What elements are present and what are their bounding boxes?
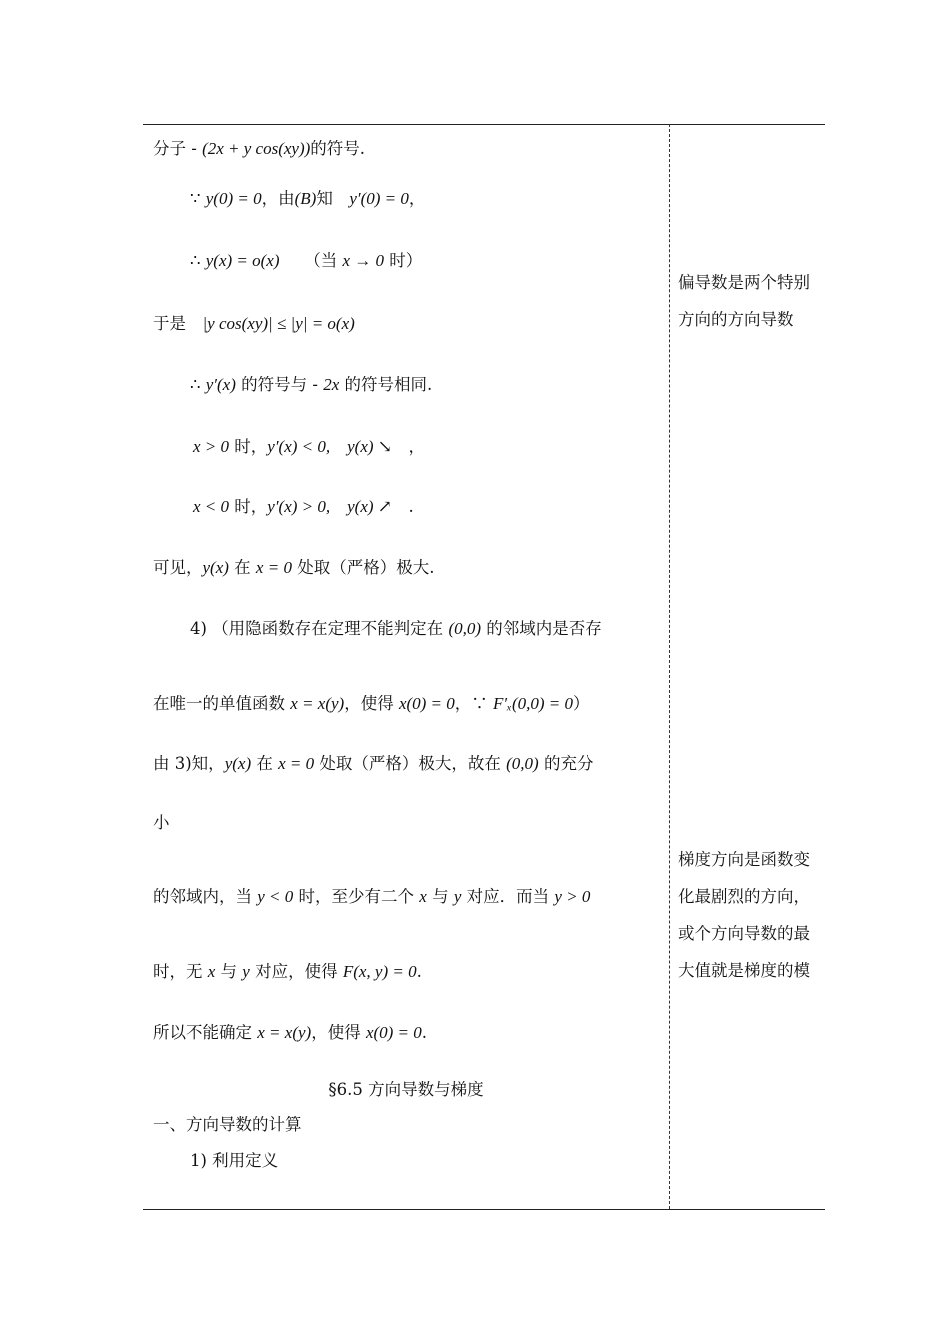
line-x-positive: x > 0 时，y′(x) < 0, y(x) ↘ ， [193, 437, 426, 456]
line-numerator-sign: 分子 - (2x + y cos(xy))的符号. [153, 139, 366, 158]
line-because-y0: ∵ y(0) = 0，由(B)知 y′(0) = 0， [190, 189, 426, 208]
line-strict-max: 可见，y(x) 在 x = 0 处取（严格）极大. [153, 558, 435, 577]
line-unique-function: 在唯一的单值函数 x = x(y)，使得 x(0) = 0，∵ F′ₓ(0,0) = 0） [153, 694, 590, 713]
side-note-partial-derivative: 偏导数是两个特别方向的方向导数 [678, 273, 810, 329]
section-title: §6.5 方向导数与梯度 [328, 1080, 484, 1099]
line-hence-estimate: 于是 |y cos(xy)| ≤ |y| = o(x) [153, 314, 355, 333]
heading-directional-derivative: 一、方向导数的计算 [153, 1115, 302, 1134]
item-by-definition: 1) 利用定义 [190, 1151, 279, 1170]
line-therefore-ox: ∴ y(x) = o(x) （当 x → 0 时） [190, 251, 423, 270]
line-neighborhood: 的邻域内，当 y < 0 时，至少有二个 x 与 y 对应．而当 y > 0 [153, 887, 591, 906]
line-small: 小 [153, 813, 170, 832]
table-bottom-border [143, 1209, 825, 1210]
line-x-negative: x < 0 时，y′(x) > 0, y(x) ↗ . [193, 497, 414, 516]
table-top-border [143, 124, 825, 125]
column-divider [669, 124, 670, 1209]
line-from-3: 由 3)知，y(x) 在 x = 0 处取（严格）极大，故在 (0,0) 的充分 [153, 754, 594, 773]
line-item-4: 4) （用隐函数存在定理不能判定在 (0,0) 的邻域内是否存 [190, 619, 602, 638]
side-note-gradient: 梯度方向是函数变化最剧烈的方向，或个方向导数的最大值就是梯度的模 [678, 850, 810, 980]
line-no-correspond: 时，无 x 与 y 对应，使得 F(x, y) = 0. [153, 962, 422, 981]
line-cannot-determine: 所以不能确定 x = x(y)，使得 x(0) = 0. [153, 1023, 428, 1042]
line-sign-same: ∴ y′(x) 的符号与 - 2x 的符号相同. [190, 375, 433, 394]
